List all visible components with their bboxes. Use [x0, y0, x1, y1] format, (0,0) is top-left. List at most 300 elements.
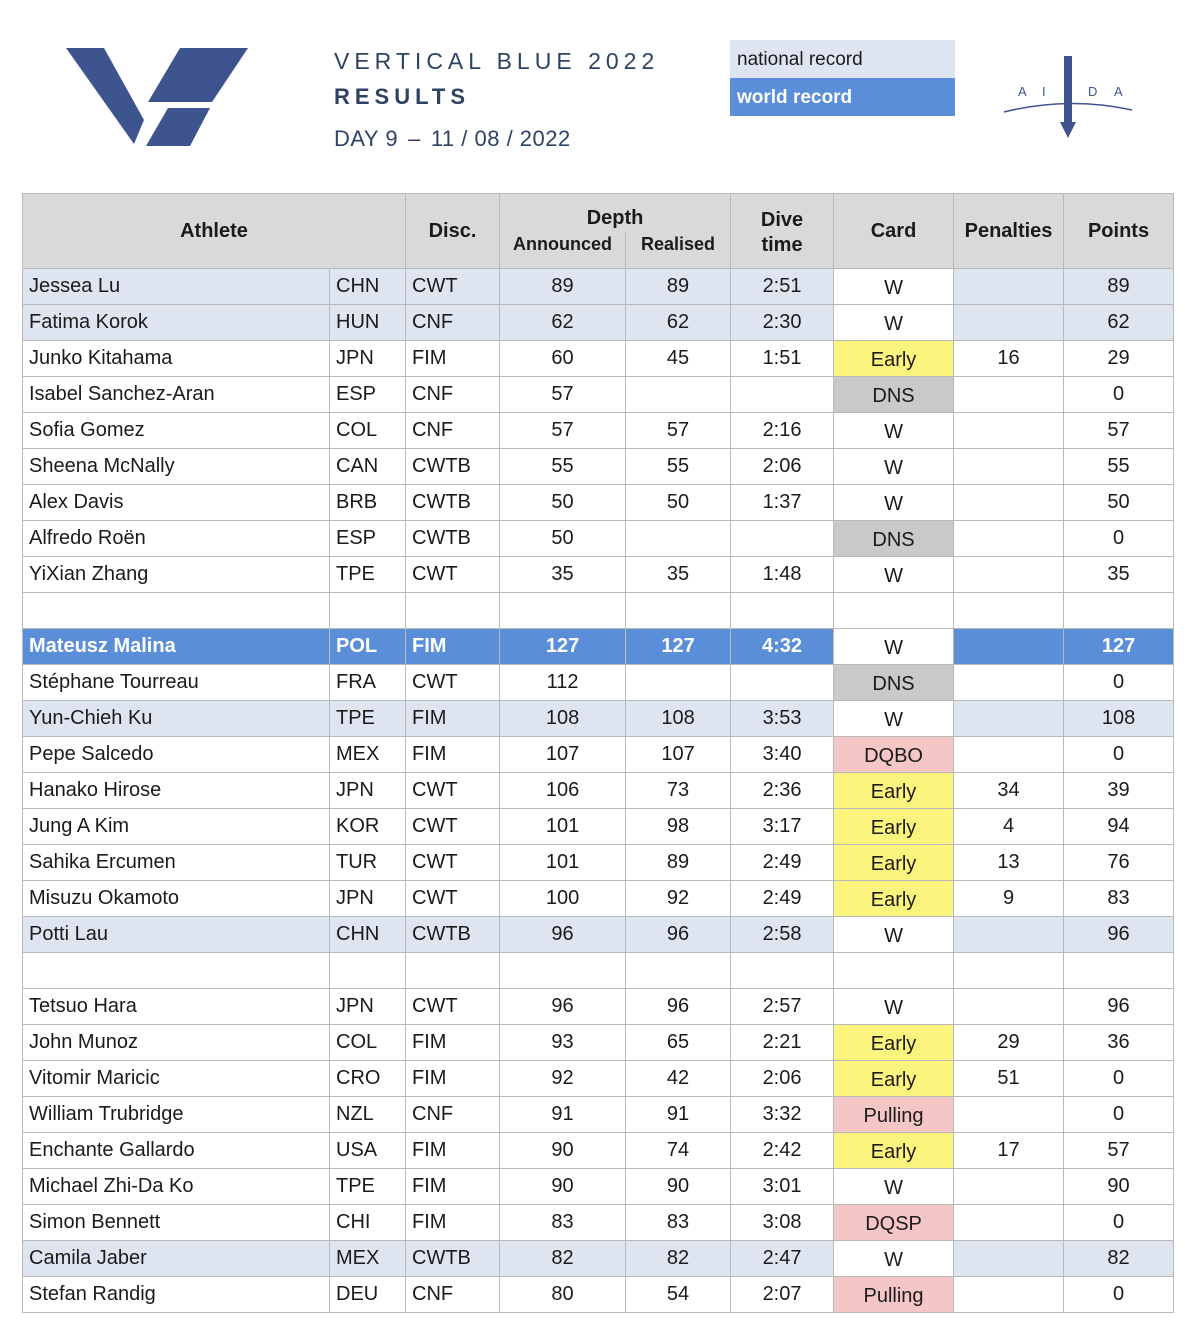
athlete-name: Potti Lau: [23, 917, 330, 953]
athlete-name: Fatima Korok: [23, 305, 330, 341]
card-result: Early: [834, 809, 954, 845]
athlete-discipline: CWTB: [406, 521, 500, 557]
athlete-nation: COL: [330, 1025, 406, 1061]
athlete-nation: POL: [330, 629, 406, 665]
table-row: [23, 521, 1174, 557]
depth-realised: 50: [626, 485, 731, 521]
athlete-name: Enchante Gallardo: [23, 1133, 330, 1169]
penalty-points: [954, 1241, 1064, 1277]
athlete-nation: BRB: [330, 485, 406, 521]
athlete-name: Camila Jaber: [23, 1241, 330, 1277]
header-discipline: Disc.: [406, 194, 500, 269]
empty-cell: [23, 593, 330, 629]
card-result: W: [834, 449, 954, 485]
depth-realised: [626, 377, 731, 413]
empty-cell: [834, 953, 954, 989]
final-points: 89: [1064, 269, 1174, 305]
depth-realised: 45: [626, 341, 731, 377]
depth-announced: 82: [500, 1241, 626, 1277]
day-label: DAY 9: [334, 126, 399, 151]
table-row: [23, 413, 1174, 449]
depth-realised: 89: [626, 269, 731, 305]
dive-time: 3:17: [731, 809, 834, 845]
athlete-name: Stéphane Tourreau: [23, 665, 330, 701]
athlete-nation: JPN: [330, 341, 406, 377]
results-body: [23, 269, 1174, 1313]
depth-announced: 90: [500, 1169, 626, 1205]
athlete-discipline: CNF: [406, 413, 500, 449]
depth-realised: 91: [626, 1097, 731, 1133]
table-row: [23, 1133, 1174, 1169]
athlete-discipline: FIM: [406, 1205, 500, 1241]
athlete-discipline: FIM: [406, 1025, 500, 1061]
aida-letter: A: [1018, 84, 1027, 99]
athlete-name: John Munoz: [23, 1025, 330, 1061]
card-result: W: [834, 557, 954, 593]
table-row: [23, 269, 1174, 305]
depth-realised: 96: [626, 917, 731, 953]
depth-realised: 89: [626, 845, 731, 881]
card-result: Early: [834, 881, 954, 917]
dive-time: 2:49: [731, 845, 834, 881]
card-result: DQSP: [834, 1205, 954, 1241]
table-row: [23, 629, 1174, 665]
dive-time: 4:32: [731, 629, 834, 665]
athlete-discipline: CNF: [406, 377, 500, 413]
depth-realised: [626, 665, 731, 701]
athlete-discipline: CWT: [406, 665, 500, 701]
dive-time: 2:06: [731, 1061, 834, 1097]
dive-time: 3:01: [731, 1169, 834, 1205]
athlete-discipline: FIM: [406, 1169, 500, 1205]
athlete-nation: DEU: [330, 1277, 406, 1313]
final-points: 94: [1064, 809, 1174, 845]
day-separator: –: [408, 126, 421, 151]
final-points: 0: [1064, 1061, 1174, 1097]
dive-time: 2:36: [731, 773, 834, 809]
table-row: [23, 1241, 1174, 1277]
penalty-points: 17: [954, 1133, 1064, 1169]
athlete-discipline: CWT: [406, 773, 500, 809]
dive-time: 2:30: [731, 305, 834, 341]
athlete-discipline: CWT: [406, 557, 500, 593]
empty-cell: [500, 953, 626, 989]
empty-cell: [500, 593, 626, 629]
dive-time: 2:47: [731, 1241, 834, 1277]
athlete-nation: TPE: [330, 701, 406, 737]
athlete-nation: COL: [330, 413, 406, 449]
athlete-nation: FRA: [330, 665, 406, 701]
card-result: Early: [834, 773, 954, 809]
event-title: VERTICAL BLUE 2022: [334, 48, 660, 74]
final-points: 82: [1064, 1241, 1174, 1277]
depth-realised: 127: [626, 629, 731, 665]
final-points: 57: [1064, 413, 1174, 449]
athlete-name: Simon Bennett: [23, 1205, 330, 1241]
table-row: [23, 449, 1174, 485]
penalty-points: [954, 989, 1064, 1025]
event-date: 11 / 08 / 2022: [430, 126, 571, 151]
athlete-discipline: CWT: [406, 881, 500, 917]
penalty-points: [954, 701, 1064, 737]
athlete-nation: KOR: [330, 809, 406, 845]
dive-time: [731, 377, 834, 413]
table-row: [23, 989, 1174, 1025]
athlete-discipline: CWTB: [406, 485, 500, 521]
penalty-points: [954, 449, 1064, 485]
depth-realised: 83: [626, 1205, 731, 1241]
final-points: 62: [1064, 305, 1174, 341]
depth-realised: 57: [626, 413, 731, 449]
penalty-points: 29: [954, 1025, 1064, 1061]
dive-time: 2:42: [731, 1133, 834, 1169]
athlete-nation: ESP: [330, 377, 406, 413]
empty-cell: [406, 953, 500, 989]
athlete-nation: JPN: [330, 881, 406, 917]
depth-announced: 100: [500, 881, 626, 917]
final-points: 90: [1064, 1169, 1174, 1205]
depth-realised: 55: [626, 449, 731, 485]
card-result: W: [834, 629, 954, 665]
dive-time: 2:07: [731, 1277, 834, 1313]
athlete-nation: USA: [330, 1133, 406, 1169]
athlete-name: Yun-Chieh Ku: [23, 701, 330, 737]
aida-letter: D: [1088, 84, 1098, 99]
penalty-points: [954, 305, 1064, 341]
depth-announced: 80: [500, 1277, 626, 1313]
penalty-points: [954, 485, 1064, 521]
penalty-points: 34: [954, 773, 1064, 809]
penalty-points: 9: [954, 881, 1064, 917]
penalty-points: [954, 665, 1064, 701]
depth-realised: 62: [626, 305, 731, 341]
card-result: W: [834, 485, 954, 521]
aida-letter: I: [1042, 84, 1046, 99]
dive-time: [731, 521, 834, 557]
header-athlete: Athlete: [23, 194, 406, 269]
final-points: 0: [1064, 1097, 1174, 1133]
athlete-nation: NZL: [330, 1097, 406, 1133]
header-penalties: Penalties: [954, 194, 1064, 269]
penalty-points: [954, 1169, 1064, 1205]
athlete-nation: CHI: [330, 1205, 406, 1241]
group-spacer-row: [23, 953, 1174, 989]
final-points: 29: [1064, 341, 1174, 377]
depth-announced: 93: [500, 1025, 626, 1061]
dive-time: 1:37: [731, 485, 834, 521]
table-row: [23, 377, 1174, 413]
athlete-name: Michael Zhi-Da Ko: [23, 1169, 330, 1205]
depth-realised: 108: [626, 701, 731, 737]
athlete-name: Pepe Salcedo: [23, 737, 330, 773]
penalty-points: [954, 1097, 1064, 1133]
card-result: W: [834, 917, 954, 953]
athlete-name: Tetsuo Hara: [23, 989, 330, 1025]
header-points: Points: [1064, 194, 1174, 269]
depth-realised: 54: [626, 1277, 731, 1313]
table-row: [23, 701, 1174, 737]
depth-announced: 57: [500, 413, 626, 449]
athlete-name: Alfredo Roën: [23, 521, 330, 557]
penalty-points: [954, 521, 1064, 557]
athlete-discipline: CWT: [406, 845, 500, 881]
final-points: 36: [1064, 1025, 1174, 1061]
table-row: [23, 881, 1174, 917]
depth-announced: 91: [500, 1097, 626, 1133]
empty-cell: [406, 593, 500, 629]
header-realised: Realised: [626, 232, 731, 269]
final-points: 96: [1064, 917, 1174, 953]
penalty-points: [954, 737, 1064, 773]
athlete-discipline: FIM: [406, 629, 500, 665]
final-points: 108: [1064, 701, 1174, 737]
table-row: [23, 1169, 1174, 1205]
final-points: 35: [1064, 557, 1174, 593]
dive-time: 1:48: [731, 557, 834, 593]
card-result: DNS: [834, 665, 954, 701]
athlete-name: Alex Davis: [23, 485, 330, 521]
table-row: [23, 1061, 1174, 1097]
penalty-points: 13: [954, 845, 1064, 881]
dive-time: 2:57: [731, 989, 834, 1025]
final-points: 0: [1064, 1205, 1174, 1241]
final-points: 57: [1064, 1133, 1174, 1169]
depth-realised: 74: [626, 1133, 731, 1169]
depth-realised: 42: [626, 1061, 731, 1097]
table-row: [23, 1097, 1174, 1133]
header-card: Card: [834, 194, 954, 269]
card-result: W: [834, 413, 954, 449]
depth-announced: 90: [500, 1133, 626, 1169]
depth-announced: 35: [500, 557, 626, 593]
depth-announced: 83: [500, 1205, 626, 1241]
card-result: Pulling: [834, 1277, 954, 1313]
depth-announced: 101: [500, 809, 626, 845]
card-result: W: [834, 1241, 954, 1277]
table-row: [23, 665, 1174, 701]
header-depth: Depth: [500, 194, 731, 233]
day-date-line: [334, 116, 659, 156]
athlete-name: Sahika Ercumen: [23, 845, 330, 881]
athlete-name: Sofia Gomez: [23, 413, 330, 449]
dive-time: 2:21: [731, 1025, 834, 1061]
table-row: [23, 917, 1174, 953]
athlete-nation: CHN: [330, 269, 406, 305]
depth-realised: 92: [626, 881, 731, 917]
dive-time: 3:32: [731, 1097, 834, 1133]
athlete-nation: TUR: [330, 845, 406, 881]
depth-announced: 92: [500, 1061, 626, 1097]
athlete-nation: ESP: [330, 521, 406, 557]
card-result: Early: [834, 341, 954, 377]
card-result: DNS: [834, 521, 954, 557]
legend-world-record: world record: [730, 78, 955, 116]
table-row: [23, 737, 1174, 773]
depth-announced: 50: [500, 485, 626, 521]
dive-time: 3:53: [731, 701, 834, 737]
empty-cell: [626, 953, 731, 989]
empty-cell: [626, 593, 731, 629]
table-row: [23, 485, 1174, 521]
depth-realised: 98: [626, 809, 731, 845]
empty-cell: [731, 593, 834, 629]
depth-announced: 55: [500, 449, 626, 485]
card-result: W: [834, 269, 954, 305]
card-result: Early: [834, 1025, 954, 1061]
athlete-discipline: CWTB: [406, 917, 500, 953]
legend-national-record: national record: [730, 40, 955, 78]
final-points: 55: [1064, 449, 1174, 485]
penalty-points: 16: [954, 341, 1064, 377]
depth-realised: 90: [626, 1169, 731, 1205]
athlete-name: Junko Kitahama: [23, 341, 330, 377]
empty-cell: [834, 593, 954, 629]
empty-cell: [23, 953, 330, 989]
depth-announced: 89: [500, 269, 626, 305]
depth-announced: 96: [500, 917, 626, 953]
athlete-nation: CAN: [330, 449, 406, 485]
athlete-name: YiXian Zhang: [23, 557, 330, 593]
athlete-name: Jessea Lu: [23, 269, 330, 305]
results-table: [22, 193, 1174, 1313]
depth-realised: [626, 521, 731, 557]
final-points: 0: [1064, 665, 1174, 701]
card-result: Early: [834, 1061, 954, 1097]
depth-realised: 35: [626, 557, 731, 593]
group-spacer-row: [23, 593, 1174, 629]
athlete-discipline: CWT: [406, 269, 500, 305]
athlete-discipline: FIM: [406, 737, 500, 773]
athlete-discipline: CNF: [406, 1097, 500, 1133]
dive-time: 2:51: [731, 269, 834, 305]
card-result: W: [834, 989, 954, 1025]
record-legend: [730, 40, 955, 116]
header-dive: Dive: [731, 194, 834, 233]
penalty-points: [954, 413, 1064, 449]
depth-announced: 50: [500, 521, 626, 557]
dive-time: [731, 665, 834, 701]
empty-cell: [1064, 593, 1174, 629]
header-announced: Announced: [500, 232, 626, 269]
athlete-discipline: FIM: [406, 341, 500, 377]
card-result: W: [834, 305, 954, 341]
final-points: 50: [1064, 485, 1174, 521]
athlete-discipline: FIM: [406, 1061, 500, 1097]
depth-realised: 73: [626, 773, 731, 809]
penalty-points: 51: [954, 1061, 1064, 1097]
final-points: 0: [1064, 737, 1174, 773]
depth-realised: 107: [626, 737, 731, 773]
dive-time: 2:16: [731, 413, 834, 449]
card-result: Early: [834, 1133, 954, 1169]
athlete-nation: HUN: [330, 305, 406, 341]
athlete-name: Stefan Randig: [23, 1277, 330, 1313]
penalty-points: [954, 917, 1064, 953]
athlete-nation: MEX: [330, 1241, 406, 1277]
athlete-name: Sheena McNally: [23, 449, 330, 485]
athlete-name: Mateusz Malina: [23, 629, 330, 665]
vertical-blue-logo-icon: [62, 44, 252, 155]
athlete-name: Jung A Kim: [23, 809, 330, 845]
final-points: 83: [1064, 881, 1174, 917]
table-row: [23, 341, 1174, 377]
penalty-points: [954, 629, 1064, 665]
athlete-discipline: CWTB: [406, 449, 500, 485]
table-row: [23, 845, 1174, 881]
table-row: [23, 809, 1174, 845]
depth-announced: 106: [500, 773, 626, 809]
depth-announced: 60: [500, 341, 626, 377]
depth-announced: 57: [500, 377, 626, 413]
athlete-nation: CRO: [330, 1061, 406, 1097]
penalty-points: [954, 269, 1064, 305]
penalty-points: [954, 557, 1064, 593]
penalty-points: [954, 1205, 1064, 1241]
depth-realised: 65: [626, 1025, 731, 1061]
empty-cell: [1064, 953, 1174, 989]
depth-announced: 62: [500, 305, 626, 341]
penalty-points: [954, 1277, 1064, 1313]
athlete-nation: TPE: [330, 1169, 406, 1205]
table-row: [23, 1277, 1174, 1313]
athlete-discipline: FIM: [406, 701, 500, 737]
depth-announced: 112: [500, 665, 626, 701]
athlete-discipline: CWTB: [406, 1241, 500, 1277]
title-block: [334, 44, 659, 156]
aida-logo-icon: [1000, 48, 1136, 149]
table-row: [23, 305, 1174, 341]
penalty-points: 4: [954, 809, 1064, 845]
athlete-nation: TPE: [330, 557, 406, 593]
athlete-name: William Trubridge: [23, 1097, 330, 1133]
empty-cell: [731, 953, 834, 989]
card-result: Pulling: [834, 1097, 954, 1133]
dive-time: 3:08: [731, 1205, 834, 1241]
card-result: W: [834, 1169, 954, 1205]
final-points: 0: [1064, 377, 1174, 413]
empty-cell: [954, 593, 1064, 629]
final-points: 76: [1064, 845, 1174, 881]
card-result: W: [834, 701, 954, 737]
dive-time: 2:49: [731, 881, 834, 917]
dive-time: 2:58: [731, 917, 834, 953]
athlete-discipline: FIM: [406, 1133, 500, 1169]
depth-announced: 107: [500, 737, 626, 773]
final-points: 0: [1064, 521, 1174, 557]
athlete-name: Hanako Hirose: [23, 773, 330, 809]
athlete-name: Misuzu Okamoto: [23, 881, 330, 917]
card-result: DNS: [834, 377, 954, 413]
card-result: DQBO: [834, 737, 954, 773]
athlete-nation: JPN: [330, 773, 406, 809]
results-heading: RESULTS: [334, 84, 471, 109]
athlete-nation: CHN: [330, 917, 406, 953]
athlete-discipline: CNF: [406, 1277, 500, 1313]
penalty-points: [954, 377, 1064, 413]
empty-cell: [954, 953, 1064, 989]
athlete-nation: JPN: [330, 989, 406, 1025]
athlete-nation: MEX: [330, 737, 406, 773]
athlete-discipline: CNF: [406, 305, 500, 341]
final-points: 127: [1064, 629, 1174, 665]
card-result: Early: [834, 845, 954, 881]
table-row: [23, 1025, 1174, 1061]
dive-time: 3:40: [731, 737, 834, 773]
empty-cell: [330, 953, 406, 989]
dive-time: 2:06: [731, 449, 834, 485]
table-row: [23, 1205, 1174, 1241]
table-row: [23, 773, 1174, 809]
